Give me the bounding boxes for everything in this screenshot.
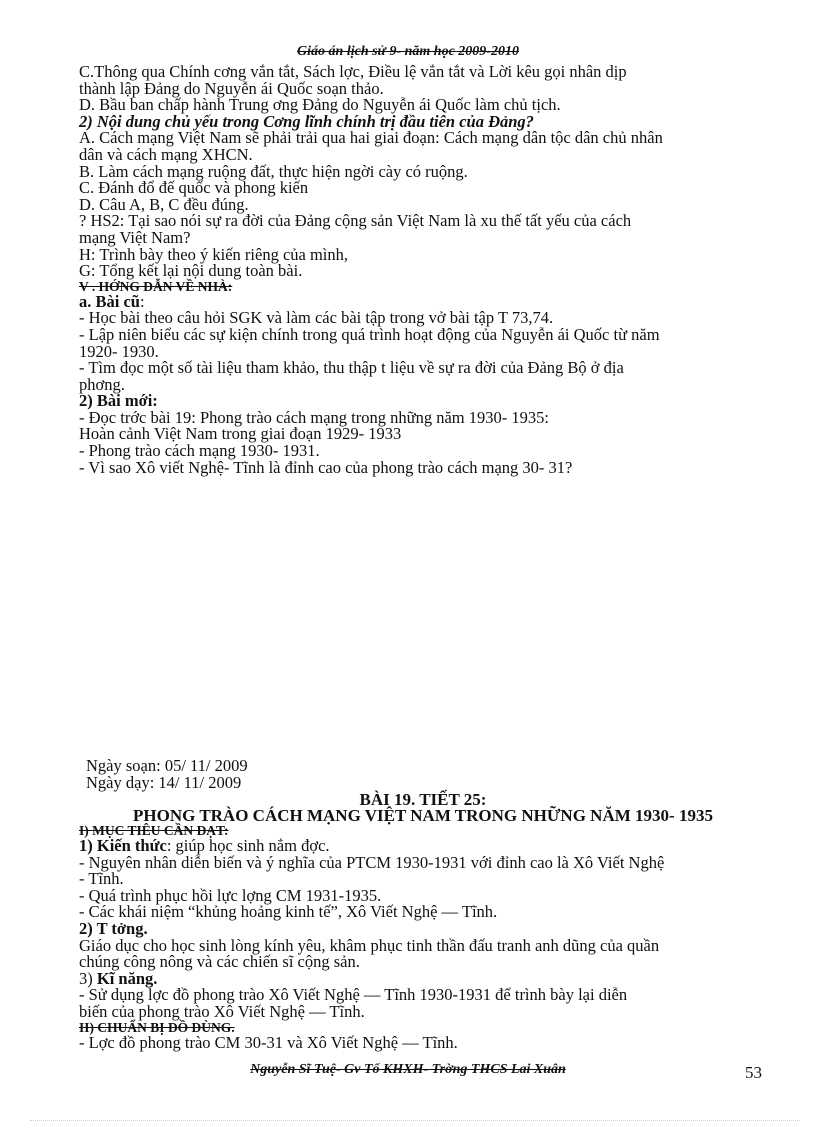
date-prepared: Ngày soạn: 05/ 11/ 2009 [86,756,248,775]
old-lesson-colon: : [139,291,145,311]
page-bottom-divider [30,1120,800,1121]
lesson-title: PHONG TRÀO CÁCH MẠNG VIỆT NAM TRONG NHỮNG NĂM 1930- 1935 [133,806,713,825]
section-v-heading: V . HỚNG DẪN VỀ NHÀ: [79,278,233,294]
text-line: - Lập niên biểu các sự kiện chính trong quá trình hoạt động của Nguyễn ái Quốc từ năm [79,324,660,344]
text-line: - Nguyên nhân diễn biến và ý nghĩa của PTCM 1930-1931 với đỉnh cao là Xô Viết Nghệ [79,852,665,872]
text-line: D. Bầu ban chấp hành Trung ơng Đảng do Nguyễn ái Quốc làm chủ tịch. [79,95,561,115]
knowledge-heading: 1) Kiến thức [79,836,167,855]
text-line: dân và cách mạng XHCN. [79,144,253,164]
text-line: A. Cách mạng Việt Nam sẽ phải trải qua hai giai đoạn: Cách mạng dân tộc dân chủ nhân [79,128,663,148]
section-ii-heading: II) CHUẨN BỊ ĐỒ DÙNG. [79,1019,235,1035]
text-line: phơng. [79,374,125,394]
thought-heading: 2) T tởng. [79,918,148,938]
text-line: G: Tổng kết lại nội dung toàn bài. [79,261,303,281]
text-line: C.Thông qua Chính cơng vắn tắt, Sách lợc, Điều lệ vắn tắt và Lời kêu gọi nhân dịp [79,62,627,81]
text-line: - Tĩnh. [79,869,124,889]
new-lesson-heading: 2) Bài mới: [79,391,158,411]
text-line: - Quá trình phục hồi lực lợng CM 1931-1935. [79,885,382,905]
text-line: - Sử dụng lợc đồ phong trào Xô Viết Nghệ — Tĩnh 1930-1931 để trình bày lại diễn [79,985,628,1005]
lesson-content-top [79,64,769,476]
lesson-dates [86,757,248,791]
text-line: - Đọc trớc bài 19: Phong trào cách mạng trong những năm 1930- 1935: [79,407,549,427]
text-line: B. Làm cách mạng ruộng đất, thực hiện ngời cày có ruộng. [79,161,468,181]
text-line: D. Câu A, B, C đều đúng. [79,194,249,214]
old-lesson-heading: a. Bài cũ [79,291,140,311]
knowledge-intro: : giúp học sinh nắm đợc. [166,836,330,855]
text-line: - Phong trào cách mạng 1930- 1931. [79,441,320,461]
text-line: - Tìm đọc một số tài liệu tham khảo, thu thập t liệu về sự ra đời của Đảng Bộ ở địa [79,358,624,378]
text-line: C. Đánh đổ đế quốc và phong kiến [79,178,309,198]
skills-prefix: 3) [79,968,97,988]
date-taught: Ngày dạy: 14/ 11/ 2009 [86,773,242,792]
text-line: thành lập Đảng do Nguyễn ái Quốc soạn thảo. [79,78,384,98]
lesson-number: BÀI 19. TIẾT 25: [359,790,487,809]
text-line: - Học bài theo câu hỏi SGK và làm các bài tập trong vở bài tập T 73,74. [79,308,554,328]
text-line: - Lợc đồ phong trào CM 30-31 và Xô Viết Nghệ — Tĩnh. [79,1032,458,1052]
page-header: Giáo án lịch sử 9- năm học 2009-2010 [297,44,519,59]
lesson-content-bottom [79,824,769,1051]
text-line: mạng Việt Nam? [79,227,191,247]
page-footer: Nguyễn Sĩ Tuệ- Gv Tổ KHXH- Trờng THCS Lai Xuân [250,1062,566,1077]
section-i-heading: I) MỤC TIÊU CẦN ĐẠT: [79,823,229,838]
text-line: ? HS2: Tại sao nói sự ra đời của Đảng cộng sản Việt Nam là xu thế tất yếu của cách [79,211,632,231]
text-line: - Vì sao Xô viết Nghệ- Tĩnh là đỉnh cao của phong trào cách mạng 30- 31? [79,457,573,477]
text-line: Giáo dục cho học sinh lòng kính yêu, khâm phục tinh thần đấu tranh anh dũng của quần [79,935,660,955]
text-line: H: Trình bày theo ý kiến riêng của mình, [79,244,349,264]
lesson-title-block [0,792,816,824]
text-line: Hoàn cảnh Việt Nam trong giai đoạn 1929- 1933 [79,424,402,444]
text-line: 1920- 1930. [79,341,159,361]
skills-heading: Kĩ năng. [96,968,158,988]
page-number: 53 [745,1063,762,1082]
question-2-heading: 2) Nội dung chủ yếu trong Cơng lĩnh chính trị đầu tiên của Đảng? [79,111,534,131]
text-line: - Các khái niệm “khủng hoảng kinh tế”, Xô Viết Nghệ — Tĩnh. [79,902,498,922]
text-line: chúng công nông và các chiến sĩ cộng sản. [79,952,360,972]
text-line: biến của phong trào Xô Viết Nghệ — Tĩnh. [79,1001,365,1021]
